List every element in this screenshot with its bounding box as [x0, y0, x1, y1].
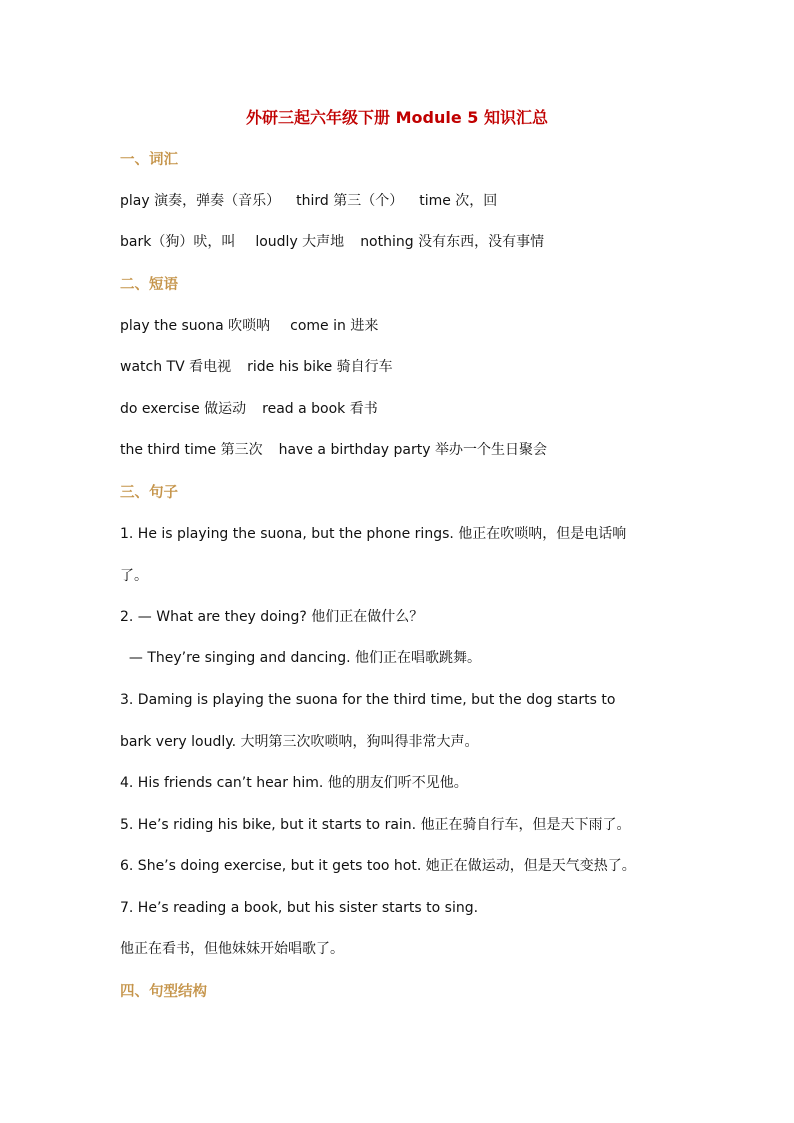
sentence-line: bark very loudly. 大明第三次吹唢呐，狗叫得非常大声。	[120, 734, 479, 750]
phrase-item: play the suona 吹唢呐	[120, 318, 271, 334]
vocab-line-2	[120, 232, 544, 252]
phrase-line	[120, 440, 547, 460]
vocab-item: play 演奏，弹奏（音乐）	[120, 193, 281, 209]
section-heading-sentences: 三、句子	[120, 485, 178, 501]
vocab-line-1	[120, 191, 497, 211]
sentence-line: 了。	[120, 568, 148, 584]
phrase-item: ride his bike 骑自行车	[247, 359, 393, 375]
phrase-item: the third time 第三次	[120, 442, 263, 458]
sentence-line: 4. His friends can’t hear him. 他的朋友们听不见他。	[120, 775, 468, 791]
document-title: 外研三起六年级下册 Module 5 知识汇总	[246, 108, 548, 127]
sentence-line: 6. She’s doing exercise, but it gets too hot. 她正在做运动，但是天气变热了。	[120, 858, 636, 874]
sentence-line: 3. Daming is playing the suona for the third time, but the dog starts to	[120, 692, 616, 708]
vocab-item: time 次，回	[419, 193, 498, 209]
sentence-line: 他正在看书，但他妹妹开始唱歌了。	[120, 941, 344, 957]
sentence-line: 2. — What are they doing? 他们正在做什么？	[120, 609, 424, 625]
phrase-item: do exercise 做运动	[120, 401, 247, 417]
sentence-line: 7. He’s reading a book, but his sister starts to sing.	[120, 900, 479, 916]
phrase-item: read a book 看书	[262, 401, 378, 417]
phrase-item: have a birthday party 举办一个生日聚会	[278, 442, 547, 458]
section-heading-vocab: 一、词汇	[120, 152, 178, 168]
vocab-item: third 第三（个）	[296, 193, 404, 209]
section-heading-phrases: 二、短语	[120, 277, 178, 293]
phrase-line	[120, 399, 378, 419]
vocab-item: loudly 大声地	[255, 234, 345, 250]
phrase-line	[120, 357, 393, 377]
sentence-line: 5. He’s riding his bike, but it starts to rain. 他正在骑自行车，但是天下雨了。	[120, 817, 631, 833]
section-heading-structures: 四、句型结构	[120, 984, 207, 1000]
sentence-line: 1. He is playing the suona, but the phone rings. 他正在吹唢呐，但是电话响	[120, 526, 627, 542]
sentence-line: — They’re singing and dancing. 他们正在唱歌跳舞。	[120, 650, 482, 666]
phrase-line	[120, 316, 378, 336]
vocab-item: bark（狗）吠，叫	[120, 234, 236, 250]
phrase-item: watch TV 看电视	[120, 359, 232, 375]
phrase-item: come in 进来	[290, 318, 379, 334]
vocab-item: nothing 没有东西，没有事情	[360, 234, 545, 250]
